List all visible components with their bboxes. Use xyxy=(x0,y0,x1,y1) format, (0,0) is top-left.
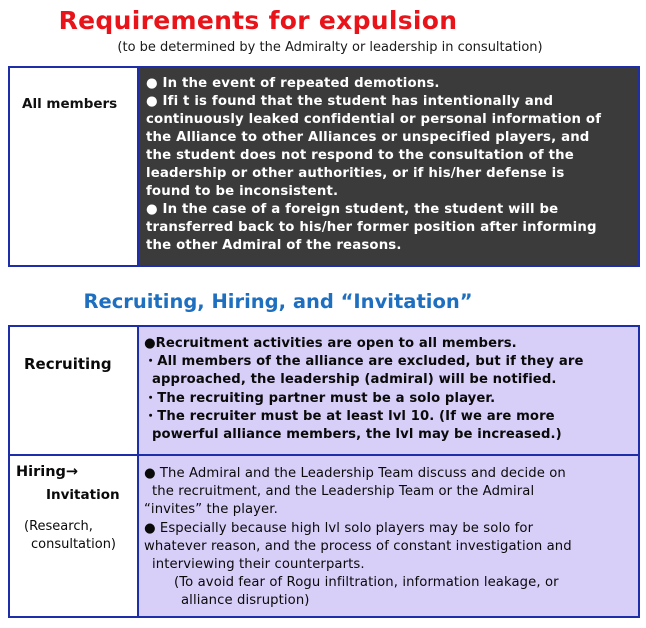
expulsion-line: the other Admiral of the reasons. xyxy=(146,238,402,253)
page-subtitle: (to be determined by the Admiralty or leadership in consultation) xyxy=(117,40,543,55)
hiring-line: whatever reason, and the process of constant investigation and xyxy=(144,538,572,554)
recruiting-line: powerful alliance members, the lvl may be increased.) xyxy=(152,427,562,443)
hiring-line: alliance disruption) xyxy=(181,593,310,609)
expulsion-line: ● Ifi t is found that the student has intentionally and xyxy=(146,94,554,109)
hiring-label: Hiring→ xyxy=(16,464,79,480)
expulsion-line: the student does not respond to the consultation of the xyxy=(146,148,574,163)
recruiting-content-cell xyxy=(139,327,638,454)
hiring-line: the recruitment, and the Leadership Team or the Admiral xyxy=(152,484,535,500)
hiring-line: ● The Admiral and the Leadership Team discuss and decide on xyxy=(144,466,566,481)
consultation-label: consultation) xyxy=(31,537,117,552)
expulsion-line: found to be inconsistent. xyxy=(146,184,339,199)
recruiting-line: approached, the leadership (admiral) will be notified. xyxy=(152,372,557,388)
expulsion-line: leadership or other authorities, or if his/her defense is xyxy=(146,166,565,181)
expulsion-table xyxy=(8,66,640,267)
recruiting-line: ・The recruiting partner must be a solo player. xyxy=(144,390,496,406)
page-title: Requirements for expulsion xyxy=(58,6,458,35)
expulsion-line: continuously leaked confidential or personal information of xyxy=(146,112,602,127)
invitation-label: Invitation xyxy=(46,487,120,503)
expulsion-line: the Alliance to other Alliances or unspecified players, and xyxy=(146,130,590,145)
expulsion-content-cell xyxy=(139,68,638,265)
expulsion-label: All members xyxy=(22,96,118,112)
expulsion-line: transferred back to his/her former position after informing xyxy=(146,220,597,235)
recruiting-row xyxy=(10,327,638,456)
section-title: Recruiting, Hiring, and “Invitation” xyxy=(83,290,473,313)
hiring-label-cell xyxy=(10,456,139,616)
expulsion-label-cell xyxy=(10,68,139,265)
hiring-line: ● Especially because high lvl solo players may be solo for xyxy=(144,520,534,536)
expulsion-line: ● In the case of a foreign student, the student will be xyxy=(146,202,559,217)
hiring-content-cell xyxy=(139,456,638,616)
recruiting-line: ●Recruitment activities are open to all members. xyxy=(144,336,517,351)
recruiting-line: ・All members of the alliance are excluded, but if they are xyxy=(144,354,584,370)
research-label: (Research, xyxy=(24,519,93,534)
hiring-row xyxy=(10,456,638,616)
recruiting-label: Recruiting xyxy=(24,355,112,373)
hiring-line: “invites” the player. xyxy=(144,502,278,518)
recruiting-line: ・The recruiter must be at least lvl 10. (If we are more xyxy=(144,408,555,424)
recruiting-label-cell xyxy=(10,327,139,454)
expulsion-line: ● In the event of repeated demotions. xyxy=(146,76,440,91)
hiring-line: (To avoid fear of Rogu infiltration, information leakage, or xyxy=(174,575,559,591)
hiring-line: interviewing their counterparts. xyxy=(152,557,365,573)
recruiting-table xyxy=(8,325,640,618)
